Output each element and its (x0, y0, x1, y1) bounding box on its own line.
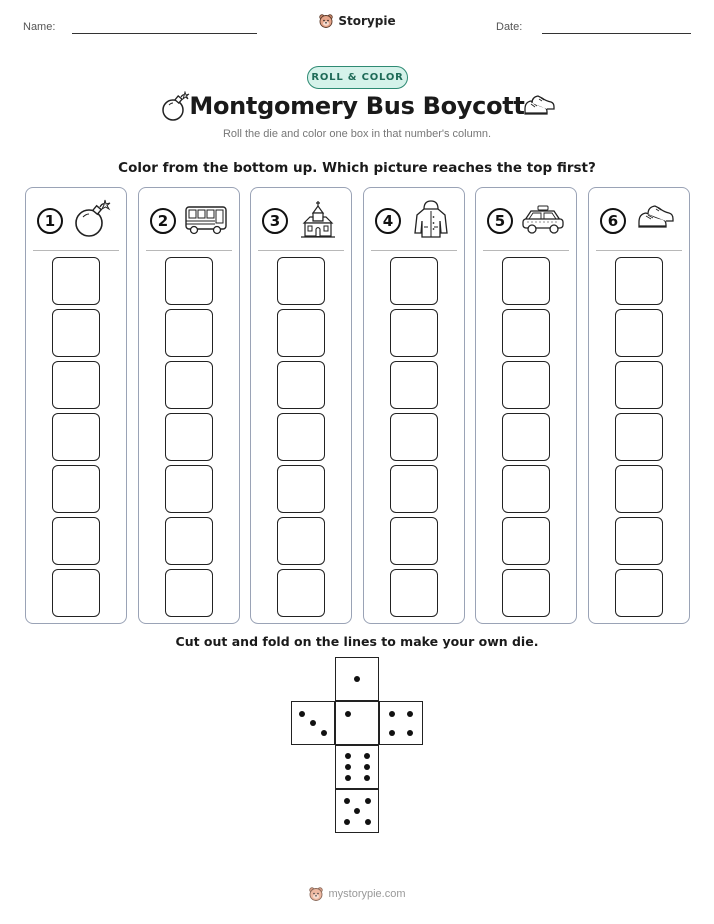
die-face-1-top (335, 657, 379, 701)
color-box[interactable] (165, 413, 213, 461)
color-box[interactable] (52, 569, 100, 617)
color-box[interactable] (52, 465, 100, 513)
footer (0, 886, 714, 902)
date-label: Date: (496, 21, 523, 33)
color-box[interactable] (615, 361, 663, 409)
die-pip (310, 720, 316, 726)
column-divider (483, 250, 569, 251)
column-number: 1 (37, 208, 63, 234)
column-number: 4 (375, 208, 401, 234)
instruction-text: Color from the bottom up. Which picture reaches the top first? (118, 160, 596, 176)
column-1 (25, 187, 127, 624)
color-box[interactable] (390, 413, 438, 461)
color-box[interactable] (615, 257, 663, 305)
die-pip (364, 753, 370, 759)
column-divider (596, 250, 682, 251)
die-pip (364, 775, 370, 781)
column-divider (33, 250, 119, 251)
color-box[interactable] (277, 465, 325, 513)
die-pip (389, 730, 395, 736)
color-box[interactable] (165, 361, 213, 409)
die-pip (365, 798, 371, 804)
color-box[interactable] (277, 309, 325, 357)
color-box[interactable] (390, 517, 438, 565)
column-3 (250, 187, 352, 624)
date-field[interactable] (542, 33, 691, 34)
color-box[interactable] (277, 517, 325, 565)
die-pip (345, 711, 351, 717)
church-icon (294, 198, 342, 240)
die-face-3 (291, 701, 335, 745)
column-number: 6 (600, 208, 626, 234)
raincoat-icon (407, 198, 455, 240)
shoes-icon (632, 198, 680, 240)
column-2 (138, 187, 240, 624)
color-box[interactable] (390, 465, 438, 513)
column-4 (363, 187, 465, 624)
shoes-icon (522, 93, 556, 126)
color-box[interactable] (52, 413, 100, 461)
die-pip (407, 730, 413, 736)
color-box[interactable] (165, 517, 213, 565)
color-box[interactable] (277, 257, 325, 305)
column-number: 2 (150, 208, 176, 234)
die-pip (345, 753, 351, 759)
color-box[interactable] (52, 309, 100, 357)
die-pip (365, 819, 371, 825)
brand-name: Storypie (338, 14, 396, 28)
page-title: Montgomery Bus Boycott (189, 92, 525, 120)
color-box[interactable] (615, 517, 663, 565)
color-box[interactable] (502, 309, 550, 357)
die-pip (344, 819, 350, 825)
column-6 (588, 187, 690, 624)
color-box[interactable] (615, 309, 663, 357)
color-box[interactable] (502, 569, 550, 617)
color-box[interactable] (615, 465, 663, 513)
color-box[interactable] (165, 569, 213, 617)
color-box[interactable] (502, 361, 550, 409)
color-box[interactable] (277, 569, 325, 617)
die-face-6 (335, 745, 379, 789)
color-box[interactable] (502, 257, 550, 305)
color-box[interactable] (277, 413, 325, 461)
column-5 (475, 187, 577, 624)
color-box[interactable] (52, 257, 100, 305)
die-face-5 (335, 789, 379, 833)
column-divider (258, 250, 344, 251)
color-box[interactable] (390, 309, 438, 357)
subtitle: Roll the die and color one box in that number's column. (222, 128, 492, 140)
die-pip (345, 764, 351, 770)
die-pip (321, 730, 327, 736)
color-box[interactable] (52, 517, 100, 565)
die-pip (354, 676, 360, 682)
activity-badge: ROLL & COLOR (307, 66, 408, 89)
brand-logo (0, 13, 714, 29)
name-field[interactable] (72, 33, 257, 34)
die-pip (389, 711, 395, 717)
die-pip (344, 798, 350, 804)
die-pip (407, 711, 413, 717)
die-face-4 (379, 701, 423, 745)
die-instruction: Cut out and fold on the lines to make your own die. (175, 634, 539, 649)
color-box[interactable] (165, 309, 213, 357)
footer-url[interactable]: mystorypie.com (328, 888, 406, 900)
color-box[interactable] (390, 569, 438, 617)
color-box[interactable] (165, 257, 213, 305)
column-number: 5 (487, 208, 513, 234)
color-box[interactable] (502, 413, 550, 461)
color-box[interactable] (615, 413, 663, 461)
bear-mascot-icon (308, 886, 324, 902)
taxi-icon (519, 198, 567, 240)
column-divider (146, 250, 232, 251)
die-pip (354, 808, 360, 814)
name-label: Name: (23, 21, 56, 33)
color-box[interactable] (502, 465, 550, 513)
die-pip (345, 775, 351, 781)
bus-icon (182, 198, 230, 240)
color-box[interactable] (390, 257, 438, 305)
column-number: 3 (262, 208, 288, 234)
color-box[interactable] (502, 517, 550, 565)
die-pip (364, 764, 370, 770)
color-box[interactable] (277, 361, 325, 409)
die-face-1 (335, 701, 379, 745)
die-pip (299, 711, 305, 717)
color-box[interactable] (165, 465, 213, 513)
bomb-icon (69, 198, 117, 240)
bear-mascot-icon (318, 13, 334, 29)
column-divider (371, 250, 457, 251)
color-box[interactable] (52, 361, 100, 409)
color-box[interactable] (615, 569, 663, 617)
color-box[interactable] (390, 361, 438, 409)
